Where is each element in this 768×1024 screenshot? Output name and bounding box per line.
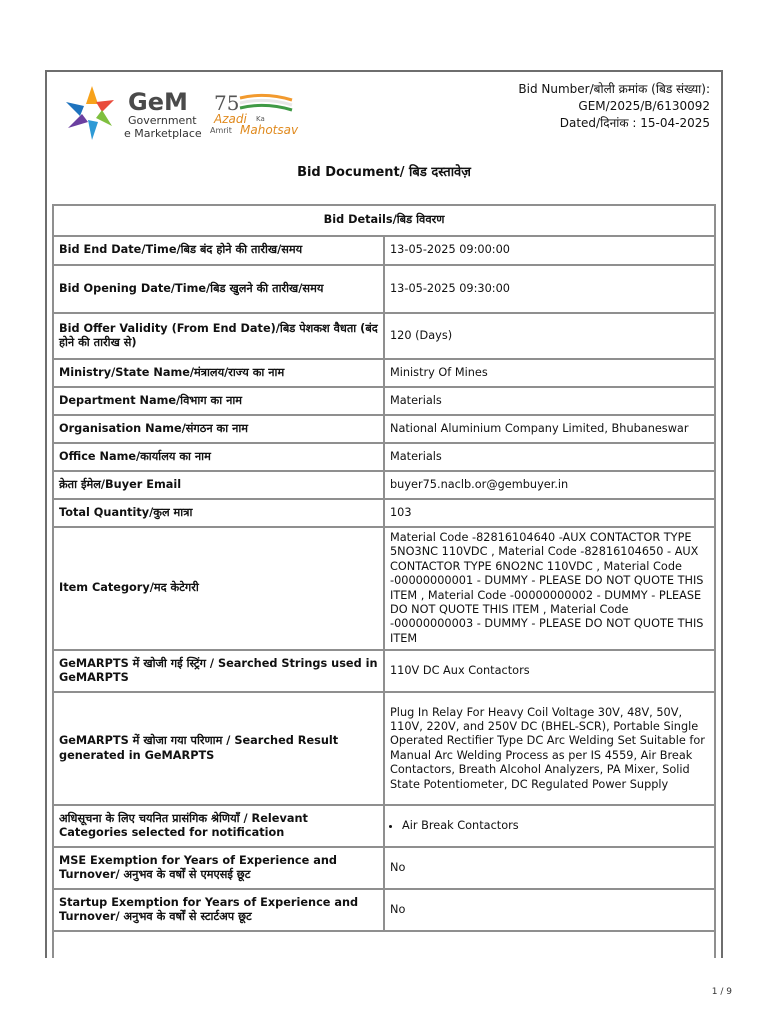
row-label: Startup Exemption for Years of Experience and Turnover/ अनुभव के वर्षों से स्टार्टअप छूट [53,889,384,931]
bid-details-table [52,204,716,932]
category-list [390,819,709,833]
row-value: 13-05-2025 09:30:00 [384,265,715,313]
row-value: Ministry Of Mines [384,359,715,387]
row-value: Materials [384,387,715,415]
row-label: MSE Exemption for Years of Experience and Turnover/ अनुभव के वर्षों से एमएसई छूट [53,847,384,889]
table-continuation [52,910,716,958]
dated-line [518,115,710,132]
row-value: No [384,889,715,931]
row-label: Total Quantity/कुल मात्रा [53,499,384,527]
row-label: Department Name/विभाग का नाम [53,387,384,415]
gem-star-icon [66,86,114,140]
row-label: क्रेता ईमेल/Buyer Email [53,471,384,499]
gem-line1-text: Government [128,114,197,127]
table-row [53,236,715,265]
row-value: 103 [384,499,715,527]
table-heading: Bid Details/बिड विवरण [53,205,715,236]
row-label: Item Category/मद केटेगरी [53,527,384,650]
table-row [53,415,715,443]
table-row [53,443,715,471]
table-row [53,471,715,499]
table-row [53,692,715,805]
list-item: • Air Break Contactors [402,819,709,833]
azadi-ka-text: Ka [256,115,265,123]
gem-brand-text: GeM [128,88,188,116]
row-value: Material Code -82816104640 -AUX CONTACTOR TYPE 5NO3NC 110VDC , Material Code -82816104650 - AUX CONTACTOR TYPE 6NO2NC 110VDC , Material Code -00000000001 - DUMMY - PLEASE DO NOT QUOTE THIS ITEM , Material Code -00000000002 - DUMMY - PLEASE DO NOT QUOTE THIS ITEM , Material Code -00000000003 - DUMMY - PLEASE DO NOT QUOTE THIS ITEM [384,527,715,650]
bid-info [518,81,710,132]
row-label: Bid End Date/Time/बिड बंद होने की तारीख/समय [53,236,384,265]
table-row [53,805,715,847]
table-row [53,527,715,650]
bid-number-label: Bid Number/बोली क्रमांक (बिड संख्या): [518,82,710,96]
table-row [53,847,715,889]
azadi-line1-text: Azadi [214,112,247,126]
gem-line2-text: e Marketplace [124,127,202,140]
bid-number: GEM/2025/B/6130092 [578,99,710,113]
row-label: Organisation Name/संगठन का नाम [53,415,384,443]
row-value [384,805,715,847]
row-value: 110V DC Aux Contactors [384,650,715,692]
gem-logo [62,82,202,144]
dated-value: 15-04-2025 [640,116,710,130]
table-row [53,359,715,387]
row-label: Bid Offer Validity (From End Date)/बिड पेशकश वैधता (बंद होने की तारीख से) [53,313,384,359]
dated-label: Dated/दिनांक : [559,116,637,130]
table-row [53,499,715,527]
azadi-logo [210,90,320,136]
row-label: Ministry/State Name/मंत्रालय/राज्य का नाम [53,359,384,387]
row-value: National Aluminium Company Limited, Bhubaneswar [384,415,715,443]
row-value: 120 (Days) [384,313,715,359]
row-value: 13-05-2025 09:00:00 [384,236,715,265]
row-value: No [384,847,715,889]
row-value: buyer75.naclb.or@gembuyer.in [384,471,715,499]
table-row [53,650,715,692]
table-heading-row [53,205,715,236]
table-row [53,387,715,415]
azadi-number-text: 75 [214,91,240,115]
row-label: GeMARPTS में खोजी गई स्ट्रिंग / Searched Strings used in GeMARPTS [53,650,384,692]
row-label: अधिसूचना के लिए चयनित प्रासंगिक श्रेणियाँ / Relevant Categories selected for notification [53,805,384,847]
azadi-amrit-text: Amrit [210,126,232,135]
document-title: Bid Document/ बिड दस्तावेज़ [297,165,471,180]
row-label: Office Name/कार्यालय का नाम [53,443,384,471]
page-number: 1 / 9 [711,987,732,997]
table-row [53,265,715,313]
row-value: Plug In Relay For Heavy Coil Voltage 30V, 48V, 50V, 110V, 220V, and 250V DC (BHEL-SCR), Portable Single Operated Rectifier Type DC Arc Welding Set Suitable for Manual Arc Welding Process as per IS 4559, Air Break Contactors, Breath Alcohol Analyzers, PA Mixer, Solid State Potentiometer, DC Regulated Power Supply [384,692,715,805]
row-label: GeMARPTS में खोजा गया परिणाम / Searched Result generated in GeMARPTS [53,692,384,805]
azadi-mahotsav-text: Mahotsav [240,123,299,136]
row-value: Materials [384,443,715,471]
table-row [53,313,715,359]
row-label: Bid Opening Date/Time/बिड खुलने की तारीख/समय [53,265,384,313]
